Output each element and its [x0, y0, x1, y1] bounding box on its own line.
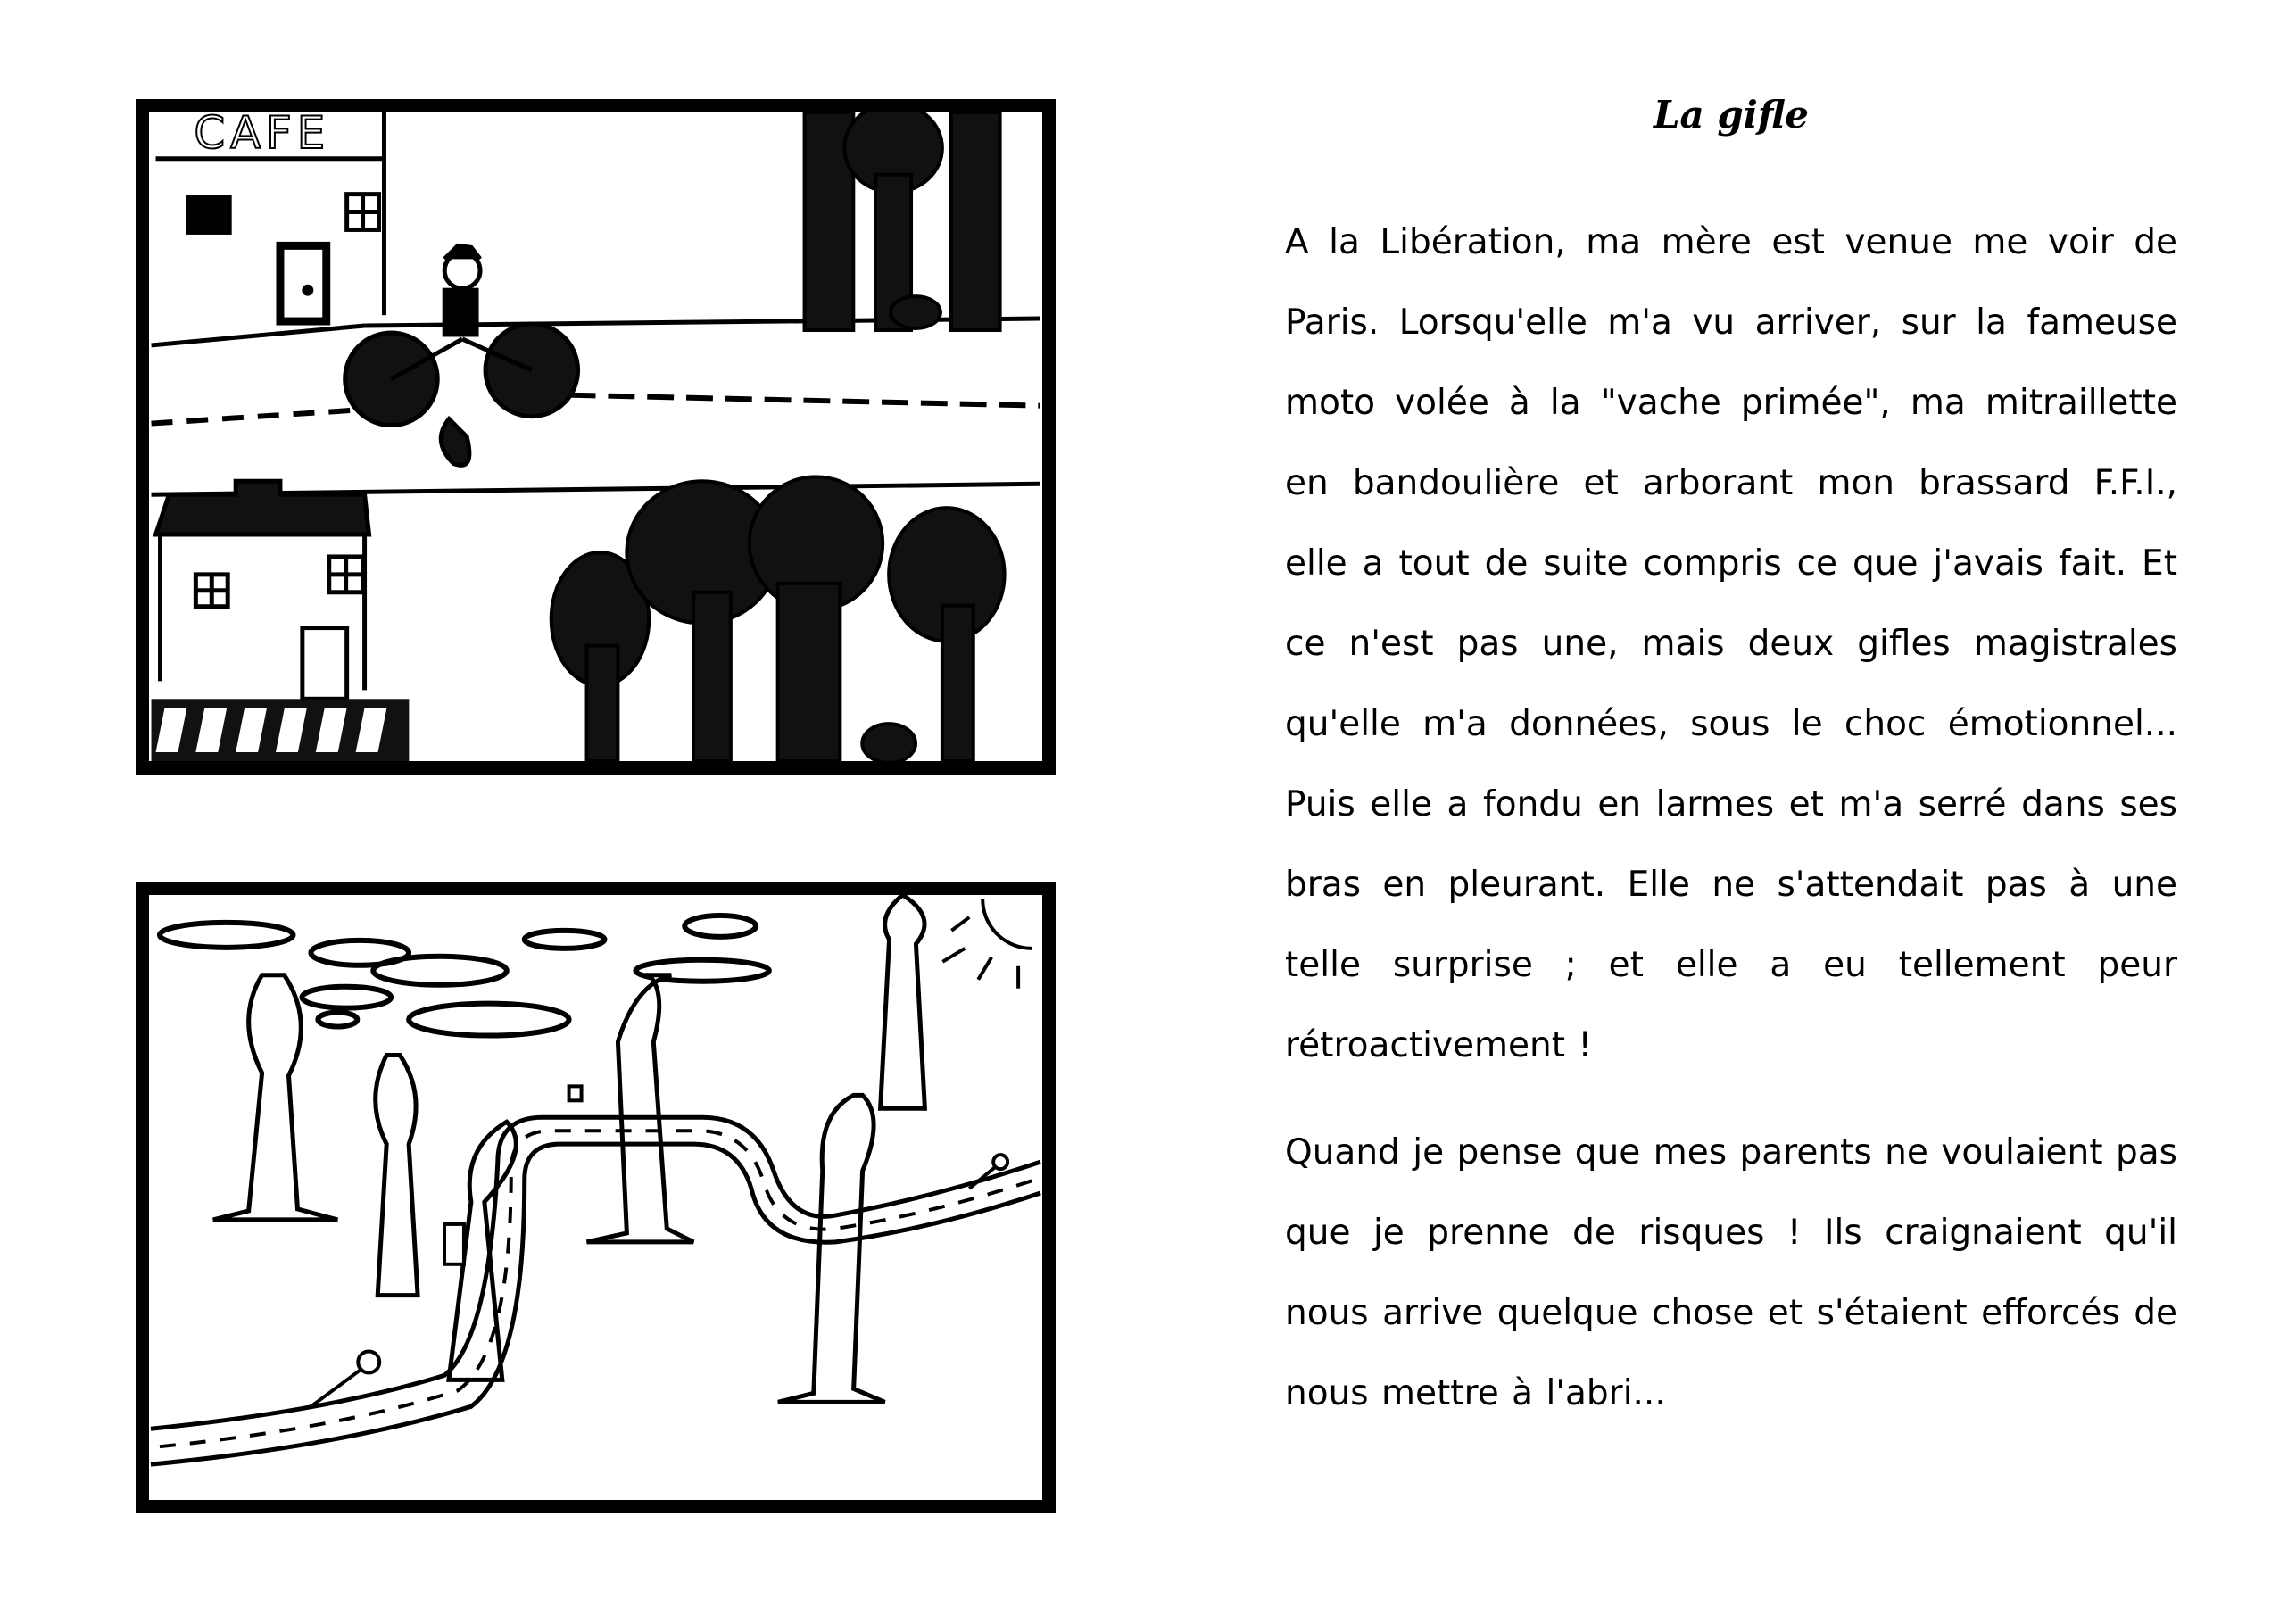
cafe-sign: CAFE — [194, 112, 331, 159]
sketched-trees — [213, 895, 925, 1402]
story-title: La gifle — [1654, 93, 1809, 137]
rider-motorbike — [345, 245, 578, 465]
house — [156, 481, 369, 699]
illustration-cafe-motorbike — [136, 99, 1056, 775]
fence — [152, 699, 410, 761]
cafe-scene-drawing — [149, 112, 1042, 761]
cafe-building — [156, 112, 385, 321]
story-text-column — [1285, 89, 2177, 1434]
illustration-winding-road — [136, 882, 1056, 1513]
story-paragraph-2: Quand je pense que mes parents ne voulaient pas que je prenne de risques ! Ils craignaient qu'il nous arrive quelque chose et s'étaient efforcés de nous mettre à l'abri... — [1285, 1131, 2177, 1413]
trees-bottom — [551, 476, 1005, 761]
story-paragraph-1: A la Libération, ma mère est venue me voir de Paris. Lorsqu'elle m'a vu arriver, sur la fameuse moto volée à la "vache primée", ma mitraillette en bandoulière et arborant mon brassard F.F.I., elle a tout de suite compris ce que j'avais fait. Et ce n'est pas une, mais deux gifles magistrales qu'elle m'a données, sous le choc émotionnel... Puis elle a fondu en larmes et m'a serré dans ses bras en pleurant. Elle ne s'attendait pas à une telle surprise ; et elle a eu tellement peur rétroactivement ! — [1285, 221, 2177, 1065]
sun-icon — [942, 899, 1032, 989]
trees-top — [805, 112, 1000, 330]
road-scene-drawing — [149, 895, 1042, 1500]
road — [152, 319, 1040, 494]
